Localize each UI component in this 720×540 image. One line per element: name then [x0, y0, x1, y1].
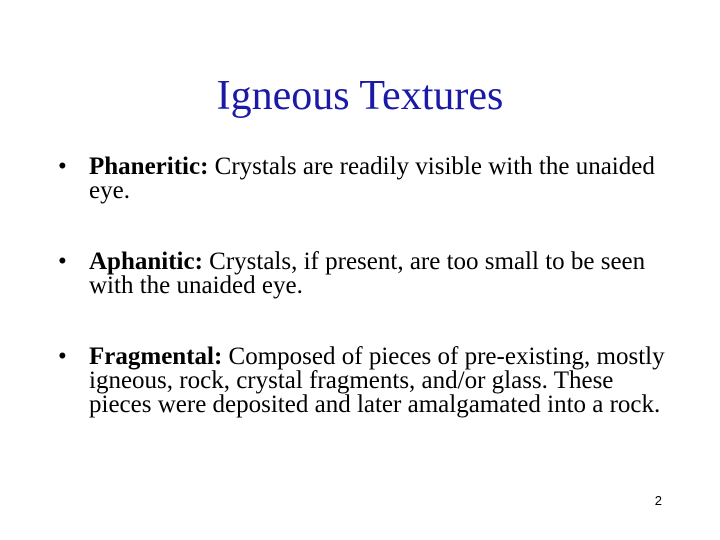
- bullet-term: Fragmental:: [89, 343, 229, 370]
- slide-title: Igneous Textures: [216, 73, 504, 119]
- bullet-term: Phaneritic:: [89, 153, 215, 180]
- bullet-text: Crystals are readily visible with the unaided eye.: [89, 153, 655, 204]
- bullet-marker: •: [58, 343, 67, 370]
- bullet-term: Aphanitic:: [89, 248, 210, 275]
- page-number: 2: [654, 493, 662, 508]
- bullet-text: Crystals, if present, are too small to be seen with the unaided eye.: [89, 248, 646, 299]
- bullet-item-fragmental: [58, 345, 668, 417]
- bullet-marker: •: [58, 248, 67, 275]
- bullet-item-phaneritic: [58, 155, 668, 203]
- bullet-list: [58, 155, 668, 417]
- bullet-marker: •: [58, 153, 67, 180]
- bullet-item-aphanitic: [58, 250, 668, 298]
- bullet-text: Composed of pieces of pre-existing, mostly igneous, rock, crystal fragments, and/or glass. These pieces were deposited and later amalgamated into a rock.: [89, 343, 665, 418]
